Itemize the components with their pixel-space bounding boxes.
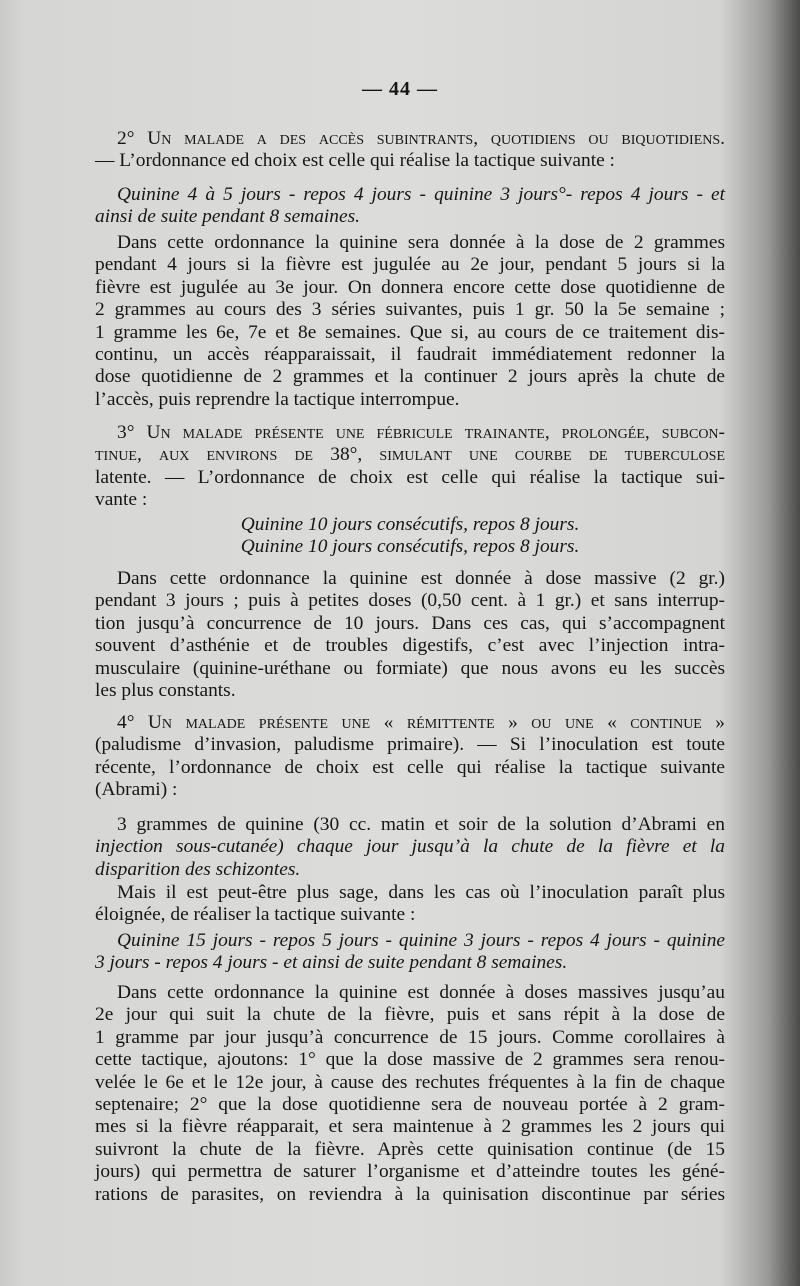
text-line: Dans cette ordonnance la quinine est donnée à doses massives jusqu’au	[117, 982, 725, 1003]
text-line: 1 gramme par jour jusqu’à concurrence de 15 jours. Comme corollaires à	[95, 1026, 725, 1048]
section-4-alternative	[95, 882, 725, 927]
text-line: cette tactique, ajoutons: 1° que la dose massive de 2 grammes sera renou-	[95, 1049, 725, 1071]
text-line: 2e jour qui suit la chute de la fièvre, puis et sans répit à la dose de	[95, 1004, 725, 1026]
text-line: 3 grammes de quinine (30 cc. matin et soir de la solution d’Abrami en	[117, 814, 725, 835]
text-line: mes si la fièvre réapparait, et sera maintenue à 2 grammes les 2 jours qui	[95, 1116, 725, 1138]
text-line: récente, l’ordonnance de choix est celle qui réalise la tactique suivante	[95, 756, 725, 778]
text-line: 2 grammes au cours des 3 séries suivantes, puis 1 gr. 50 la 5e semaine ;	[95, 299, 725, 321]
text-line: tinue, aux environs de 38°, simulant une courbe de tuberculose	[95, 444, 725, 466]
text-line: Quinine 15 jours - repos 5 jours - quinine 3 jours - repos 4 jours - quinine	[117, 930, 725, 951]
text-line: Dans cette ordonnance la quinine sera donnée à la dose de 2 grammes	[117, 232, 725, 253]
text-line: dose quotidienne de 2 grammes et la continuer 2 jours après la chute de	[95, 366, 725, 388]
section-2-heading	[95, 128, 725, 173]
text-line: musculaire (quinine-uréthane ou formiate) que nous avons eu les succès	[95, 657, 725, 679]
section-3-heading	[95, 422, 725, 512]
text-line: Mais il est peut-être plus sage, dans les cas où l’inoculation paraît plus	[117, 882, 725, 903]
text-line: pendant 3 jours ; puis à petites doses (0,50 cent. à 1 gr.) et sans interrup-	[95, 590, 725, 612]
section-2-schema	[95, 184, 725, 229]
text-line: latente. — L’ordonnance de choix est celle qui réalise la tactique sui-	[95, 466, 725, 488]
text-line: tion jusqu’à concurrence de 10 jours. Dans ces cas, qui s’accompagnent	[95, 612, 725, 634]
section-3-schema	[95, 514, 725, 559]
text-line: injection sous-cutanée) chaque jour jusqu’à la chute de la fièvre et la	[95, 836, 725, 858]
section-2-paragraph	[95, 232, 725, 411]
text-line: fièvre est jugulée au 3e jour. On donnera encore cette dose quotidienne de	[95, 276, 725, 298]
section-4-paragraph	[95, 982, 725, 1206]
text-line: (paludisme d’invasion, paludisme primaire). — Si l’inoculation est toute	[95, 734, 725, 756]
text-line: 1 gramme les 6e, 7e et 8e semaines. Que si, au cours de ce traitement dis-	[95, 321, 725, 343]
text-line: septenaire; 2° que la dose quotidienne sera de nouveau portée à 2 gram-	[95, 1094, 725, 1116]
section-4-heading	[95, 712, 725, 802]
text-line: Quinine 10 jours consécutifs, repos 8 jours.	[240, 514, 580, 535]
text-line: 2° Un malade a des accès subintrants, quotidiens ou biquotidiens.	[117, 128, 725, 149]
text-line: Quinine 10 jours consécutifs, repos 8 jours.	[240, 536, 580, 558]
text-line: vante :	[95, 489, 148, 511]
text-line: les plus constants.	[95, 680, 236, 702]
section-4-schema	[95, 930, 725, 975]
section-3-paragraph	[95, 568, 725, 702]
text-line: suivront la chute de la fièvre. Après cette quinisation continue (de 15	[95, 1138, 725, 1160]
text-line: l’accès, puis reprendre la tactique interrompue.	[95, 388, 460, 410]
text-line: jours) qui permettra de saturer l’organisme et d’atteindre toutes les géné-	[95, 1161, 725, 1183]
section-4-schema-abrami	[95, 814, 725, 881]
text-line: pendant 4 jours si la fièvre est jugulée au 2e jour, pendant 5 jours si la	[95, 254, 725, 276]
text-line: 3° Un malade présente une fébricule trainante, prolongée, subcon-	[117, 422, 725, 443]
text-line: ainsi de suite pendant 8 semaines.	[95, 206, 360, 228]
text-line: continu, un accès réapparaissait, il faudrait immédiatement redonner la	[95, 344, 725, 366]
text-line: Quinine 4 à 5 jours - repos 4 jours - quinine 3 jours°- repos 4 jours - et	[117, 184, 725, 205]
text-line: Dans cette ordonnance la quinine est donnée à dose massive (2 gr.)	[117, 568, 725, 589]
text-line: — L’ordonnance ed choix est celle qui réalise la tactique suivante :	[95, 150, 615, 172]
text-line: éloignée, de réaliser la tactique suivante :	[95, 904, 416, 926]
text-line: rations de parasites, on reviendra à la quinisation discontinue par séries	[95, 1183, 725, 1205]
text-line: velée le 6e et le 12e jour, à cause des rechutes fréquentes à la fin de chaque	[95, 1071, 725, 1093]
page-number: — 44 —	[362, 78, 438, 100]
text-line: disparition des schizontes.	[95, 858, 301, 880]
text-line: 4° Un malade présente une « rémittente » ou une « continue »	[117, 712, 725, 733]
text-line: (Abrami) :	[95, 779, 178, 801]
text-line: souvent d’asthénie et de troubles digestifs, c’est avec l’injection intra-	[95, 635, 725, 657]
text-line: 3 jours - repos 4 jours - et ainsi de suite pendant 8 semaines.	[95, 952, 568, 974]
